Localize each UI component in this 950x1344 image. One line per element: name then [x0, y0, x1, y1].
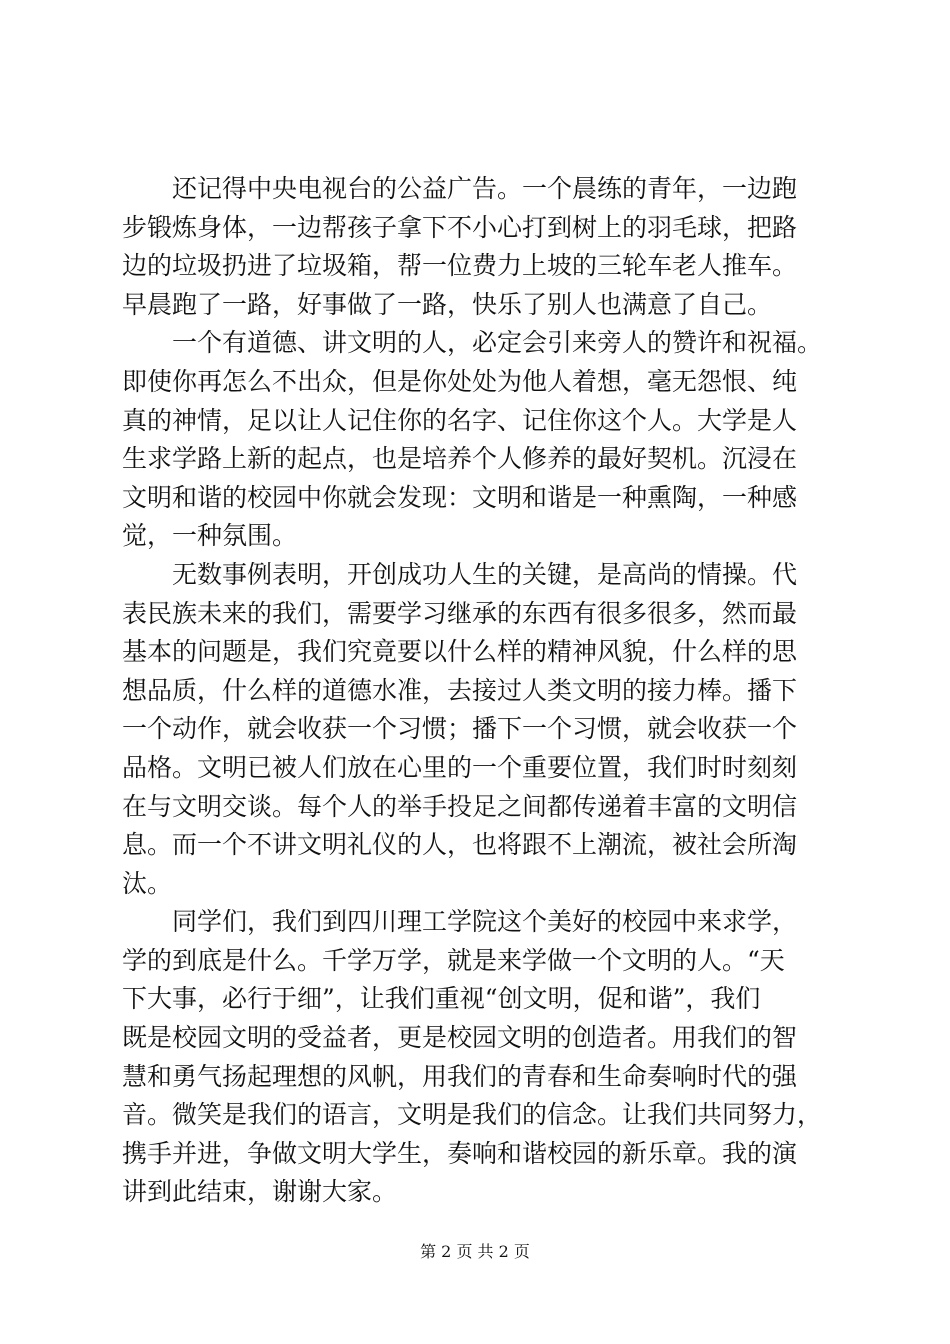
- text-line: 在与文明交谈。每个人的举手投足之间都传递着丰富的文明信: [122, 791, 798, 821]
- text-line: 讲到此结束，谢谢大家。: [122, 1177, 398, 1207]
- text-line: 携手并进，争做文明大学生，奏响和谐校园的新乐章。我的演: [122, 1138, 798, 1168]
- text-line: 生求学路上新的起点，也是培养个人修养的最好契机。沉浸在: [122, 444, 798, 474]
- speech-body: [122, 170, 838, 1212]
- text-line: 息。而一个不讲文明礼仪的人，也将跟不上潮流，被社会所淘: [122, 830, 798, 860]
- text-line: 既是校园文明的受益者，更是校园文明的创造者。用我们的智: [122, 1023, 798, 1053]
- text-line: 步锻炼身体，一边帮孩子拿下不小心打到树上的羽毛球，把路: [122, 212, 798, 242]
- text-line: 无数事例表明，开创成功人生的关键，是高尚的情操。代: [122, 559, 798, 589]
- text-line: 还记得中央电视台的公益广告。一个晨练的青年，一边跑: [122, 174, 798, 203]
- page-number-label: 第 2 页 共 2 页: [420, 1242, 530, 1261]
- text-line: 表民族未来的我们，需要学习继承的东西有很多很多，然而最: [122, 598, 798, 628]
- page-footer: [0, 1242, 950, 1262]
- text-line: 学的到底是什么。千学万学，就是来学做一个文明的人。“天: [122, 945, 785, 975]
- text-line: 慧和勇气扬起理想的风帆，用我们的青春和生命奏响时代的强: [122, 1061, 798, 1091]
- text-line: 一个有道德、讲文明的人，必定会引来旁人的赞许和祝福。: [122, 328, 823, 358]
- text-line: 汰。: [122, 868, 173, 898]
- text-line: 觉，一种氛围。: [122, 521, 298, 551]
- text-line: 早晨跑了一路，好事做了一路，快乐了别人也满意了自己。: [122, 289, 773, 319]
- text-line: 想品质，什么样的道德水准，去接过人类文明的接力棒。播下: [122, 675, 798, 705]
- text-line: 边的垃圾扔进了垃圾箱，帮一位费力上坡的三轮车老人推车。: [122, 251, 798, 281]
- text-line: 品格。文明已被人们放在心里的一个重要位置，我们时时刻刻: [122, 752, 798, 782]
- text-line: 基本的问题是，我们究竟要以什么样的精神风貌，什么样的思: [122, 637, 798, 667]
- text-line: 音。微笑是我们的语言，文明是我们的信念。让我们共同努力，: [122, 1100, 823, 1130]
- text-line: 文明和谐的校园中你就会发现：文明和谐是一种熏陶，一种感: [122, 482, 798, 512]
- text-line: 下大事，必行于细”，让我们重视“创文明，促和谐”，我们: [122, 984, 761, 1014]
- text-line: 即使你再怎么不出众，但是你处处为他人着想，毫无怨恨、纯: [122, 366, 798, 396]
- text-line: 同学们，我们到四川理工学院这个美好的校园中来求学，: [122, 907, 798, 937]
- text-line: 真的神情，足以让人记住你的名字、记住你这个人。大学是人: [122, 405, 798, 435]
- text-line: 一个动作，就会收获一个习惯；播下一个习惯，就会收获一个: [122, 714, 798, 744]
